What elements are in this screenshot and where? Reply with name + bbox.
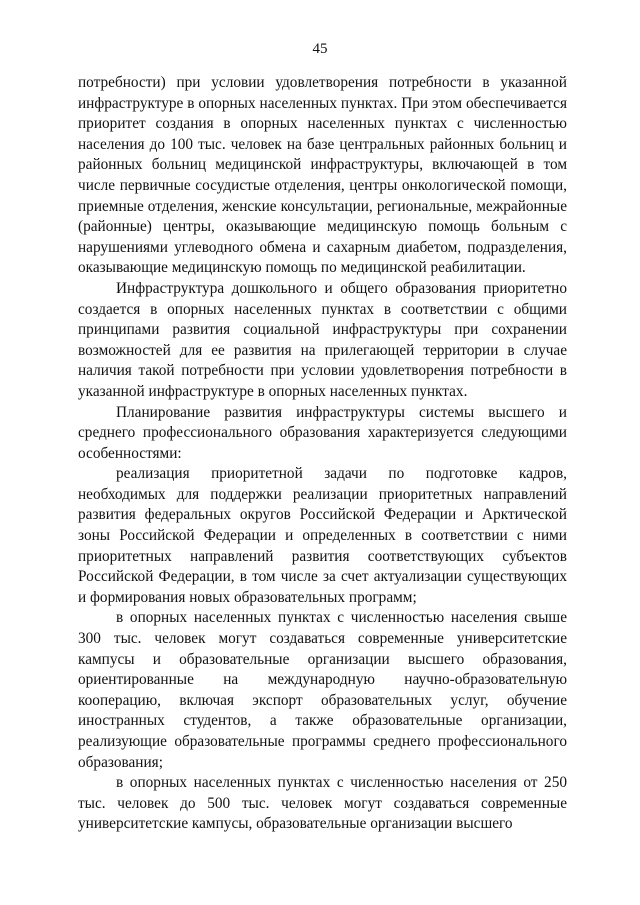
list-item-personnel-training: реализация приоритетной задачи по подготовке кадров, необходимых для поддержки реализации приоритетных направлений развития федеральных округов Российской Федерации и Арктической зоны Российской Федерации и определенных в соответствии с ними приоритетных направлений развития соответствующих субъектов Российской Федерации, в том числе за счет актуализации существующих и формирования новых образовательных программ; <box>78 465 567 606</box>
paragraph-preschool-education: Инфраструктура дошкольного и общего образования приоритетно создается в опорных населенных пунктах в соответствии с общими принципами развития социальной инфраструктуры при сохранении возможностей для ее развития на прилегающей территории в случае наличия такой потребности при условии удовлетворения потребности в указанной инфраструктуре в опорных населенных пунктах. <box>78 279 567 400</box>
list-item-cities-250k-500k: в опорных населенных пунктах с численностью населения от 250 тыс. человек до 500 тыс. человек могут создаваться современные университетские кампусы, образовательные организации высшего <box>78 774 567 833</box>
page-number: 45 <box>312 41 328 57</box>
paragraph-higher-education-planning: Планирование развития инфраструктуры системы высшего и среднего профессионального образования характеризуется следующими особенностями: <box>78 403 567 462</box>
document-body <box>78 73 567 835</box>
paragraph-healthcare-continuation: потребности) при условии удовлетворения потребности в указанной инфраструктуре в опорных населенных пунктах. При этом обеспечивается приоритет создания в опорных населенных пунктах с численностью населения до 100 тыс. человек на базе центральных районных больниц и районных больниц медицинской инфраструктуры, включающей в том числе первичные сосудистые отделения, центры онкологической помощи, приемные отделения, женские консультации, региональные, межрайонные (районные) центры, оказывающие медицинскую помощь больным с нарушениями углеводного обмена и сахарным диабетом, подразделения, оказывающие медицинскую помощь по медицинской реабилитации. <box>78 74 567 277</box>
list-item-cities-over-300k: в опорных населенных пунктах с численностью населения свыше 300 тыс. человек могут создаваться современные университетские кампусы и образовательные организации высшего образования, ориентированные на международную научно-образовательную кооперацию, включая экспорт образовательных услуг, обучение иностранных студентов, а также образовательные организации, реализующие образовательные программы среднего профессионального образования; <box>78 609 567 771</box>
